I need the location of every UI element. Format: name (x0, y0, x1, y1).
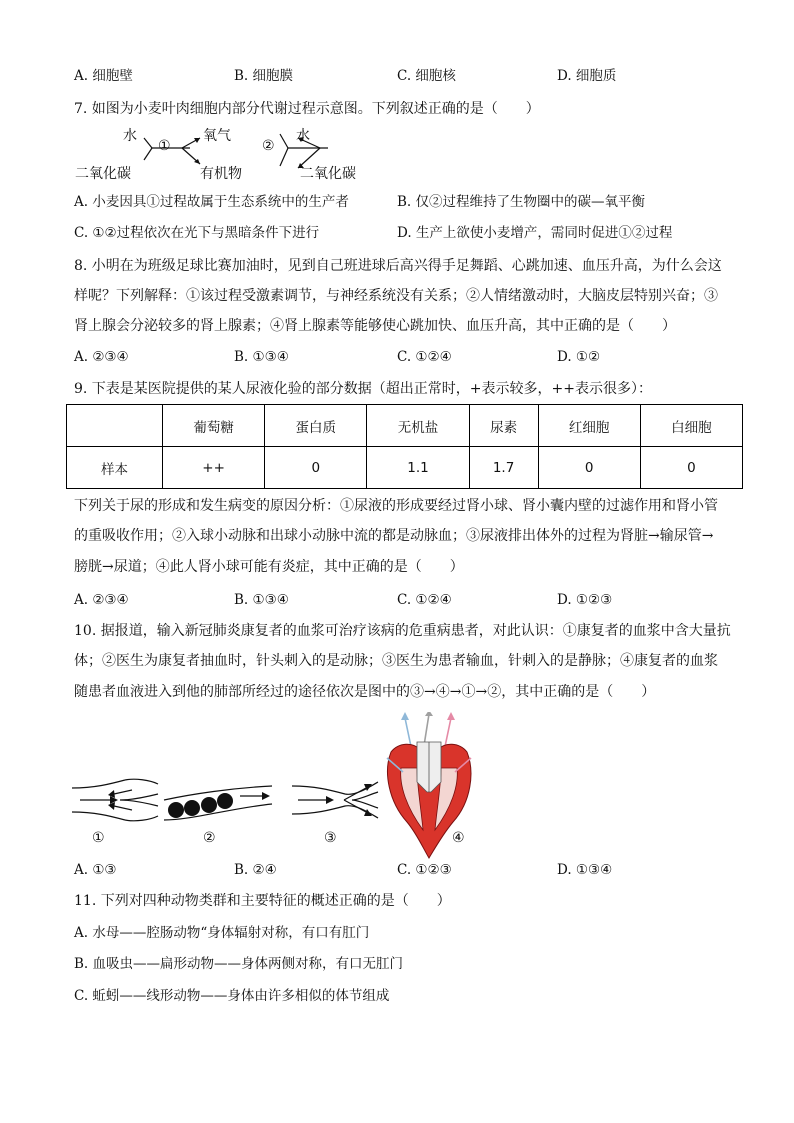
table-cell: 样本 (67, 447, 163, 489)
q8-option-d: D. ①② (557, 349, 601, 365)
q7-step1-label: ① (158, 138, 171, 154)
table-header-cell: 葡萄糖 (163, 405, 265, 447)
q8-option-b: B. ①③④ (234, 349, 289, 365)
q10-line-1: 10. 据报道，输入新冠肺炎康复者的血浆可治疗该病的危重病患者，对此认识：①康复者的血浆中含大量抗 (74, 623, 731, 639)
q11-option-a: A. 水母——腔肠动物“身体辐射对称，有口有肛门 (74, 925, 370, 941)
table-header-cell: 红细胞 (538, 405, 640, 447)
vessel-figure-1 (70, 778, 160, 822)
table-cell: 1.1 (367, 447, 469, 489)
q9-option-c: C. ①②④ (397, 592, 452, 608)
q10-line-3: 随患者血液进入到他的肺部所经过的途径依次是图中的③→④→①→②，其中正确的是（ ） (74, 684, 656, 700)
q7-co2-right: 二氧化碳 (300, 166, 356, 182)
q9-option-a: A. ②③④ (74, 592, 129, 608)
table-cell: ++ (163, 447, 265, 489)
q7-water-left: 水 (123, 128, 137, 144)
urine-test-table (66, 404, 743, 489)
table-header-cell: 白细胞 (640, 405, 742, 447)
q7-co2-left: 二氧化碳 (75, 166, 131, 182)
q9-option-b: B. ①③④ (234, 592, 289, 608)
q9-stem: 9. 下表是某医院提供的某人尿液化验的部分数据（超出正常时，+表示较多，++表示很多）： (74, 381, 652, 397)
table-cell: 1.7 (469, 447, 538, 489)
q7-water-right: 水 (296, 128, 310, 144)
q10-line-2: 体；②医生为康复者抽血时，针头刺入的是动脉；③医生为患者输血，针刺入的是静脉；④康复者的血浆 (74, 653, 718, 669)
table-header-cell (67, 405, 163, 447)
q10-option-c: C. ①②③ (397, 862, 452, 878)
q11-stem: 11. 下列对四种动物类群和主要特征的概述正确的是（ ） (74, 893, 451, 909)
table-header-cell: 尿素 (469, 405, 538, 447)
q11-option-b: B. 血吸虫——扁形动物——身体两侧对称，有口无肛门 (74, 956, 404, 972)
vessel-figure-3-label: ③ (324, 830, 337, 846)
q7-oxygen: 氧气 (203, 128, 231, 144)
table-header-row (67, 405, 743, 447)
q8-option-c: C. ①②④ (397, 349, 452, 365)
table-cell: 0 (538, 447, 640, 489)
table-cell: 0 (265, 447, 367, 489)
q7-stem: 7. 如图为小麦叶肉细胞内部分代谢过程示意图。下列叙述正确的是（ ） (74, 101, 540, 117)
q8-line-3: 肾上腺会分泌较多的肾上腺素；④肾上腺素等能够使心跳加快、血压升高，其中正确的是（ ） (74, 318, 676, 334)
q6-option-a: A. 细胞壁 (74, 68, 133, 84)
q7-option-a: A. 小麦因具①过程故属于生态系统中的生产者 (74, 194, 349, 210)
table-header-cell: 蛋白质 (265, 405, 367, 447)
q6-option-b: B. 细胞膜 (234, 68, 294, 84)
heart-figure-label: ④ (452, 830, 465, 846)
q10-option-a: A. ①③ (74, 862, 117, 878)
table-cell: 0 (640, 447, 742, 489)
q9-line-3: 膀胱→尿道；④此人肾小球可能有炎症，其中正确的是（ ） (74, 559, 464, 575)
q7-option-d: D. 生产上欲使小麦增产，需同时促进①②过程 (397, 225, 673, 241)
q6-option-d: D. 细胞质 (557, 68, 617, 84)
q7-step2-label: ② (262, 138, 275, 154)
q11-option-c: C. 蚯蚓——线形动物——身体由许多相似的体节组成 (74, 988, 390, 1004)
q6-option-c: C. 细胞核 (397, 68, 456, 84)
q8-option-a: A. ②③④ (74, 349, 129, 365)
q8-line-2: 样呢？下列解释：①该过程受激素调节，与神经系统没有关系；②人情绪激动时，大脑皮层特别兴奋；③ (74, 288, 718, 304)
vessel-figure-2 (162, 784, 274, 824)
q8-line-1: 8. 小明在为班级足球比赛加油时，见到自己班进球后高兴得手足舞蹈、心跳加速、血压升高，为什么会这 (74, 258, 722, 274)
q7-option-c: C. ①②过程依次在光下与黑暗条件下进行 (74, 225, 320, 241)
table-row (67, 447, 743, 489)
q9-line-2: 的重吸收作用；②入球小动脉和出球小动脉中流的都是动脉血；③尿液排出体外的过程为肾脏→输尿管→ (74, 528, 714, 544)
vessel-figure-1-label: ① (92, 830, 105, 846)
q9-option-d: D. ①②③ (557, 592, 613, 608)
q7-option-b: B. 仅②过程维持了生物圈中的碳—氧平衡 (397, 194, 646, 210)
q7-organic: 有机物 (200, 166, 242, 182)
vessel-figure-2-label: ② (203, 830, 216, 846)
q10-option-d: D. ①③④ (557, 862, 613, 878)
vessel-figure-3 (290, 778, 380, 822)
q10-option-b: B. ②④ (234, 862, 277, 878)
table-header-cell: 无机盐 (367, 405, 469, 447)
q9-line-1: 下列关于尿的形成和发生病变的原因分析：①尿液的形成要经过肾小球、肾小囊内壁的过滤作用和肾小管 (74, 498, 718, 514)
